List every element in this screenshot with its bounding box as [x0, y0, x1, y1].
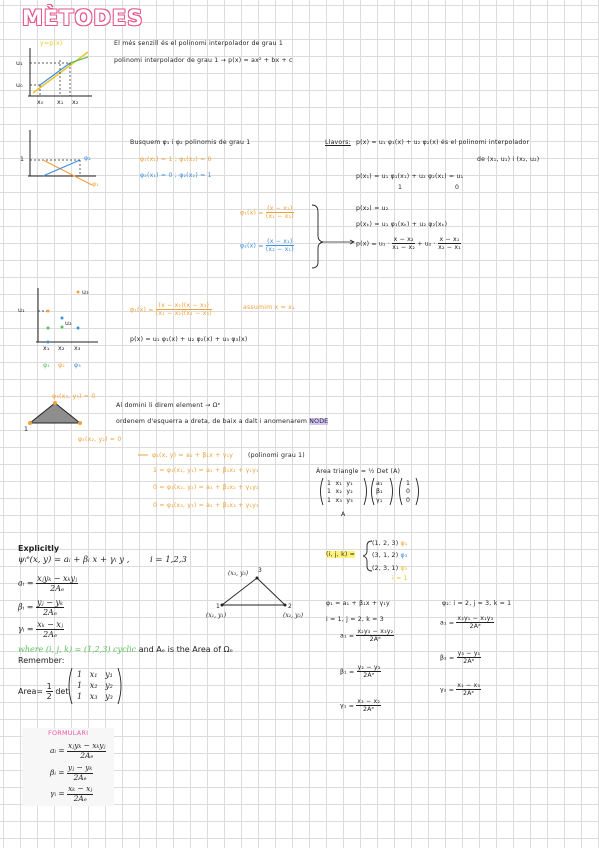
sec3-phi1-lhs: φ₁(x) =: [130, 306, 154, 314]
perm-tag3: φ₂: [400, 564, 408, 572]
am-row-2: [77, 680, 113, 691]
m32: x₃: [335, 496, 343, 504]
m13: y₁: [346, 480, 353, 487]
ijk-text: (i, j, k) =: [326, 551, 356, 558]
a-num: xⱼyₖ − xₖyⱼ: [37, 574, 78, 583]
phi2-block-tag: φ₂:: [442, 600, 452, 607]
formulari-a-lhs: aᵢ =: [50, 746, 65, 756]
vec-b1: β₁: [376, 488, 383, 496]
b2-lhs: β₂ =: [440, 654, 455, 662]
am33: y₃: [105, 692, 113, 702]
g1-num: x₃ − x₂: [357, 698, 381, 705]
m23: y₂: [346, 488, 353, 496]
a1-formula: [340, 628, 394, 643]
formulari-heading: FORMULARI: [48, 729, 89, 737]
sec3-phi3: φ₃: [74, 362, 81, 369]
pxfinal: [356, 236, 461, 251]
b-lhs: βᵢ =: [18, 602, 34, 612]
b2-num: y₃ − y₁: [457, 650, 481, 657]
pxfinal-mid: + u₂ ·: [417, 240, 436, 248]
vector-coeffs: [376, 480, 383, 505]
b2-formula: [440, 650, 481, 665]
pxk-line: p(xₖ) = u₁ φ₁(xₖ) + u₂ φ₂(xₖ): [356, 221, 448, 228]
reference-triangle: [221, 577, 287, 607]
g2-formula: [440, 682, 481, 697]
i-range: i = 1,2,3: [150, 555, 187, 565]
sec2-intro: Busquem φ₁ i φ₂ polinomis de grau 1: [130, 139, 251, 146]
am12: x₁: [89, 670, 98, 679]
sec3-phi1-den: (x₁ − x₂)(x₁ − x₃): [155, 310, 212, 318]
cond2: 0 = φ₁(x₂, y₂) = a₁ + β₁x₂ + γ₁y₂: [153, 484, 259, 491]
b2-den: 2Aᵉ: [463, 658, 475, 666]
phi-def-note: (polinomi grau 1): [248, 452, 305, 459]
sec2-eq1: φ₁(x₁) = 1 ; φ₁(x₂) = 0: [140, 156, 212, 163]
vertex3-label: φ₃(x₃, y₃) = 0: [52, 393, 96, 400]
tri-n2: 2: [288, 603, 292, 610]
page-title: MÈTODES: [22, 6, 144, 30]
perm-tag2: φ₃: [400, 552, 408, 560]
b1-lhs: β₁ =: [340, 668, 355, 676]
element-triangle: [28, 401, 82, 425]
m21: 1: [327, 488, 332, 496]
sec3-x3: x₃: [74, 345, 81, 352]
rhs-2: 0: [406, 488, 411, 496]
under-zero: 0: [455, 184, 460, 191]
ijk2: i = 2, j = 3, k = 1: [453, 600, 512, 607]
vertex2-label: φ₁(x₂, y₂) = 0: [78, 436, 122, 443]
phi1-formula: [240, 205, 294, 220]
formulari-b-lhs: βᵢ =: [50, 768, 65, 778]
perm-2: [372, 550, 407, 562]
axis-one: 1: [20, 156, 25, 163]
perm3: (2, 3, 1): [372, 564, 399, 572]
sec3-graph: [36, 288, 98, 344]
a-den: 2Aₑ: [50, 584, 65, 594]
explicitly-heading: Explicitly: [18, 544, 60, 553]
phi-def: φ₁(x, y) = a₁ + β₁x + γ₁y: [152, 452, 234, 459]
perm-1: [372, 538, 407, 550]
sec3-u1: u₁: [18, 307, 25, 314]
pxfinal-n2: x − x₁: [439, 236, 460, 243]
rhs-3: 0: [406, 496, 411, 504]
am22: x₂: [89, 681, 98, 691]
a2-num: x₃y₁ − x₁y₃: [457, 615, 494, 622]
am31: 1: [77, 692, 83, 702]
phi1-num: (x − x₂): [267, 205, 293, 212]
sec1-line1-text: El més senzill és el polinomi interpolador de grau 1: [114, 40, 284, 47]
area-half-num: 1: [46, 682, 52, 691]
where-line: [18, 645, 233, 654]
formulari-a: [50, 742, 106, 760]
m22: x₂: [335, 488, 343, 496]
am11: 1: [77, 670, 83, 679]
tri-v1: (x₁, y₁): [206, 612, 227, 619]
area-half-den: 2: [46, 692, 52, 702]
sec1-line1: [114, 40, 283, 47]
formulari-b: [50, 764, 93, 782]
axis-u0: u₀: [16, 82, 23, 89]
g1-lhs: γ₁ =: [340, 702, 355, 710]
a-lhs: aᵢ =: [18, 578, 34, 588]
am-row-3: [77, 691, 113, 702]
px2-line: p(x₂) = u₂: [356, 205, 389, 212]
m12: x₁: [335, 480, 343, 487]
vec-a1: a₁: [376, 480, 383, 487]
g-num: xₖ − xⱼ: [37, 620, 64, 629]
area-matrix: [77, 669, 113, 703]
m31: 1: [327, 496, 332, 504]
am23: y₂: [105, 681, 113, 691]
a2-den: 2Aᵉ: [469, 623, 482, 631]
vertex1-label: 1: [24, 426, 29, 433]
sec3-phi1: φ₁: [43, 362, 50, 369]
curve-label: y=p(x): [40, 40, 63, 47]
sec3-phi2: φ₂: [58, 362, 65, 369]
g-den: 2Aₑ: [43, 630, 58, 640]
sec3-u3: u₃: [82, 289, 89, 296]
area-det: det: [55, 687, 69, 697]
under-one: 1: [398, 184, 403, 191]
phi1-tag: φ₁: [92, 181, 99, 188]
formulari-b-den: 2Aₑ: [73, 772, 87, 782]
am21: 1: [77, 681, 83, 691]
g-formula: [18, 620, 64, 639]
de-points: de (x₁, u₁) i (x₂, u₂): [477, 156, 540, 163]
b-num: yⱼ − yₖ: [37, 598, 63, 607]
remember: Remember:: [18, 656, 65, 665]
ijk-label: [326, 551, 355, 558]
perm-3: [372, 563, 407, 575]
formulari-g-num: xₖ − xⱼ: [68, 784, 93, 793]
phi2-formula: [240, 238, 294, 253]
sec3-assume: assumim x = x₁: [243, 304, 295, 311]
b1-formula: [340, 664, 381, 679]
pxfinal-d2: x₂ − x₁: [438, 244, 461, 252]
formulari-b-num: yⱼ − yₖ: [67, 763, 93, 772]
rhs-1: 1: [406, 480, 411, 487]
sec3-px: p(x) = u₁ φ₁(x) + u₂ φ₂(x) + u₃ φ₃(x): [130, 336, 248, 343]
perm-tag1: φ₁: [400, 540, 408, 547]
sec3-x1: x₁: [43, 345, 50, 352]
matrix-row-2: [327, 488, 353, 496]
m33: y₃: [346, 496, 353, 504]
tri-n1: 1: [216, 603, 220, 610]
i-eq: i = 1: [392, 575, 408, 582]
g2-num: x₁ − x₃: [457, 682, 481, 689]
sec3-phi1-num: (x − x₂)(x − x₃): [156, 302, 212, 310]
g-lhs: γᵢ =: [18, 624, 34, 634]
g2-den: 2Aᵉ: [462, 690, 475, 698]
axis-x0: x₀: [37, 99, 44, 106]
sec1-line2: polinomi interpolador de grau 1 → p(x) = ax² + bx + c: [114, 57, 293, 64]
axis-u1: u₁: [16, 60, 23, 67]
b1-num: y₂ − y₃: [357, 664, 381, 671]
ijk1: i = 1, j = 2, k = 3: [326, 616, 384, 623]
sec3-u2: u₂: [65, 320, 72, 327]
a1-lhs: a₁ =: [340, 632, 355, 640]
perm2: (3, 1, 2): [372, 552, 399, 560]
formulari-g-lhs: γᵢ =: [50, 789, 65, 799]
formulari-a-num: xⱼyₖ − xₖyⱼ: [68, 741, 106, 750]
area-formula: [18, 682, 68, 701]
matrix-A-label: A: [341, 511, 346, 518]
tri-n3: 3: [258, 567, 262, 574]
formulari-a-den: 2Aₑ: [80, 750, 94, 760]
matrix-row-1: [327, 480, 353, 488]
phi2-num: (x − x₁): [267, 238, 293, 245]
domain-line: Al domini li direm element → Ωᵉ: [116, 402, 221, 409]
llavors-text: p(x) = u₁ φ₁(x) + u₂ φ₂(x) és el polinomi interpolador: [356, 139, 530, 146]
area-note: Àrea triangle = ½ Det (A): [316, 468, 401, 475]
vec-g1: γ₁: [376, 496, 383, 504]
a1-num: x₂y₃ − x₃y₂: [357, 628, 394, 635]
tri-v2: (x₂, y₂): [283, 612, 304, 619]
axis-x1: x₁: [57, 99, 64, 106]
a2-lhs: a₁ =: [440, 619, 455, 627]
a1-den: 2Aᵉ: [369, 636, 382, 644]
sec3-phi1-formula: [130, 302, 212, 317]
sec3-x2: x₂: [58, 345, 65, 352]
am32: x₃: [89, 692, 98, 702]
matrix-row-3: [327, 497, 353, 505]
m11: 1: [327, 480, 332, 487]
a2-formula: [440, 615, 494, 630]
am13: y₁: [105, 670, 113, 679]
g1-formula: [340, 698, 381, 713]
area-lhs: Area=: [18, 687, 44, 697]
phi2-tag: φ₂: [84, 155, 91, 162]
pxfinal-lhs: p(x) = u₁ ·: [356, 240, 391, 248]
tri-v3: (x₃, y₃): [228, 570, 249, 577]
g1-den: 2Aᵉ: [362, 706, 375, 714]
phi1-def: φ₁ = a₁ + β₁x + γ₁y: [326, 600, 390, 607]
g2-lhs: γ₂ =: [440, 686, 455, 694]
sec2-eq2: φ₂(x₁) = 0 ; φ₂(x₂) = 1: [140, 172, 212, 179]
node-word: NODE: [309, 418, 329, 425]
phi1-lhs: φ₁(x) =: [240, 209, 264, 217]
phi2-block-head: [442, 600, 511, 607]
cond3: 0 = φ₁(x₃, y₃) = a₁ + β₁x₃ + γ₁y₃: [153, 502, 259, 509]
matrix-A: [327, 480, 353, 505]
b1-den: 2Aᵉ: [363, 672, 375, 680]
pxfinal-n1: x − x₂: [393, 236, 414, 243]
formulari-g: [50, 785, 93, 803]
phi1-den: (x₁ − x₂): [265, 213, 294, 221]
b-den: 2Aₑ: [42, 608, 57, 618]
order-line: [116, 418, 328, 425]
pxfinal-d1: x₁ − x₂: [392, 244, 416, 252]
phi2-lhs: φ₂(x) =: [240, 242, 264, 250]
sec1-graph: [28, 48, 92, 96]
am-row-1: [77, 669, 113, 680]
axis-x2: x₂: [72, 99, 79, 106]
llavors-label: Llavors:: [325, 139, 351, 146]
formulari-g-den: 2Aₑ: [73, 793, 87, 803]
px-line: p(x₁) = u₁ φ₁(x₁) + u₂ φ₂(x₁) = u₁: [356, 173, 464, 180]
perm1: (1, 2, 3): [372, 540, 399, 547]
permutations: [372, 538, 407, 575]
vector-rhs: [406, 480, 410, 505]
cond1: 1 = φ₁(x₁, y₁) = a₁ + β₁x₁ + γ₁y₁: [153, 467, 259, 474]
where-cyclic: where (i, j, k) = (1,2,3) cyclic: [18, 645, 137, 654]
psi-formula: ψᵢᵉ(x, y) = aᵢ + βᵢ x + γᵢ y ,: [18, 555, 130, 565]
order-line-text: ordenem d'esquerra a dreta, de baix a dalt i anomenarem: [116, 418, 308, 425]
b-formula: [18, 598, 64, 617]
where-area: and Aₑ is the Area of Ωₑ: [138, 645, 233, 654]
a-formula: [18, 574, 78, 593]
phi2-den: (x₂ − x₁): [265, 246, 294, 254]
